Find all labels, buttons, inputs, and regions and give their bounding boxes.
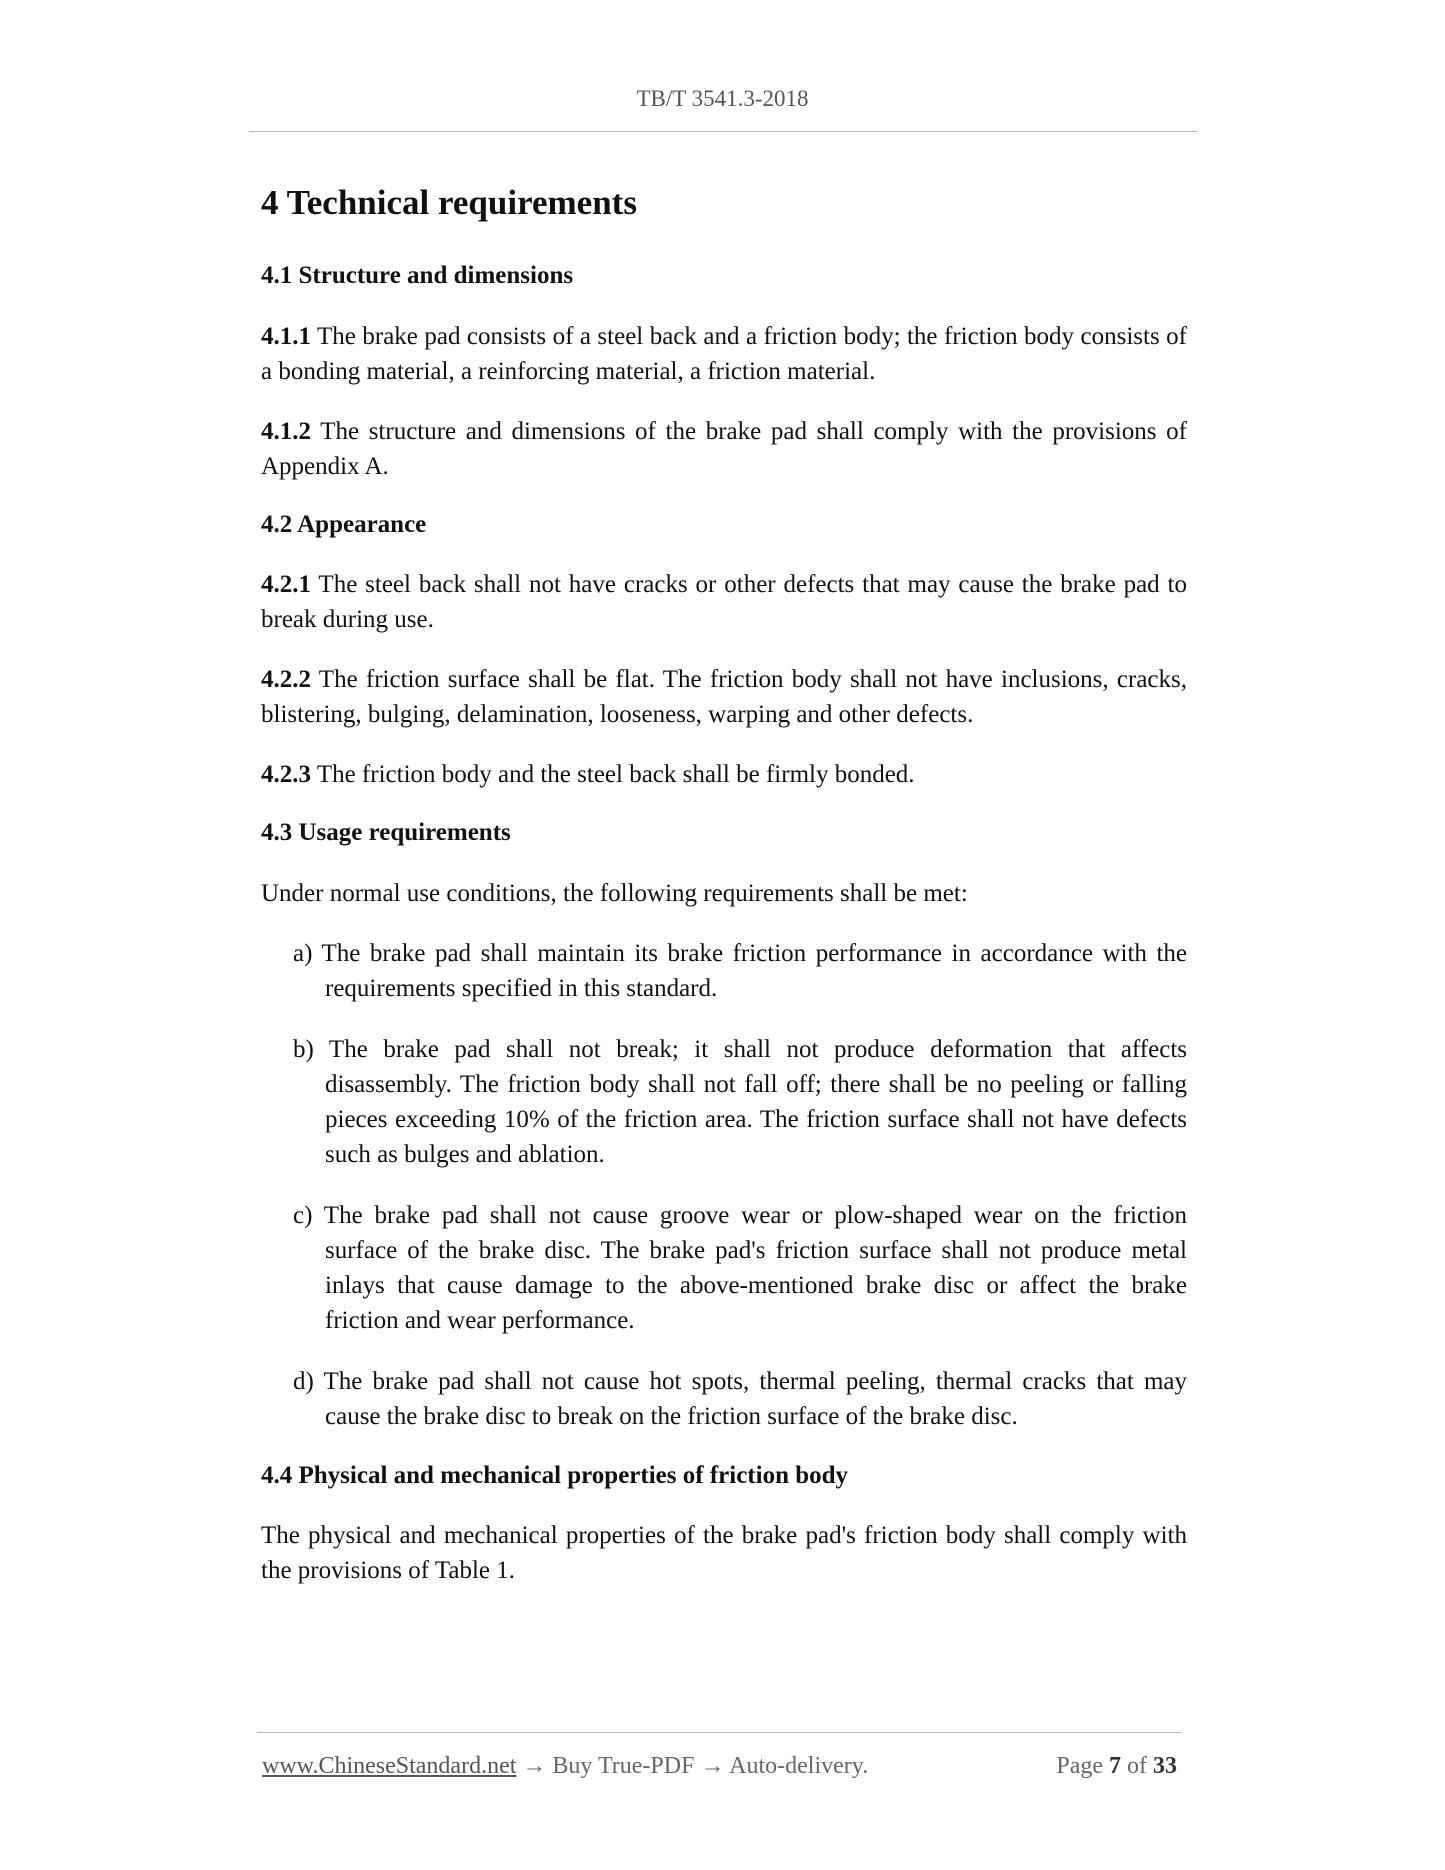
clause-number: 4.2.2 bbox=[261, 666, 311, 693]
page-current: 7 bbox=[1109, 1753, 1121, 1779]
page-label: Page bbox=[1056, 1753, 1103, 1779]
clause-4-1-2 bbox=[261, 414, 1187, 484]
arrow-right-icon: → bbox=[522, 1753, 547, 1779]
header-divider bbox=[249, 131, 1198, 132]
clause-number: 4.1.2 bbox=[261, 417, 311, 445]
page-total: 33 bbox=[1153, 1753, 1177, 1779]
website-link[interactable]: www.ChineseStandard.net bbox=[262, 1753, 517, 1779]
clause-4-2-2 bbox=[261, 662, 1187, 732]
usage-requirements-list bbox=[293, 936, 1187, 1434]
page-counter bbox=[1056, 1753, 1177, 1780]
clause-text: The structure and dimensions of the brake pad shall comply with the provisions of Appendix A. bbox=[261, 417, 1187, 480]
subsection-heading-4-1: 4.1 Structure and dimensions bbox=[261, 262, 574, 289]
footer-divider bbox=[257, 1732, 1181, 1733]
list-item: c) The brake pad shall not cause groove wear or plow-shaped wear on the friction surface of the brake disc. The brake pad's friction surface shall not produce metal inlays that cause damage to the above-mentioned brake disc or affect the brake friction and wear performance. bbox=[293, 1201, 1187, 1334]
properties-paragraph: The physical and mechanical properties of the brake pad's friction body shall comply with the provisions of Table 1. bbox=[261, 1522, 1187, 1584]
page-body bbox=[261, 182, 1187, 1613]
usage-intro: Under normal use conditions, the following requirements shall be met: bbox=[261, 879, 968, 907]
list-item: a) The brake pad shall maintain its brake friction performance in accordance with the requirements specified in this standard. bbox=[293, 939, 1187, 1002]
buy-pdf-text: Buy True-PDF bbox=[552, 1753, 695, 1779]
section-title: 4 Technical requirements bbox=[261, 183, 637, 222]
clause-text: The friction body and the steel back shall be firmly bonded. bbox=[316, 761, 915, 788]
clause-number: 4.2.1 bbox=[261, 571, 311, 598]
clause-number: 4.2.3 bbox=[261, 761, 311, 788]
clause-text: The friction surface shall be flat. The friction body shall not have inclusions, cracks, blistering, bulging, delamination, looseness, warping and other defects. bbox=[261, 666, 1187, 728]
clause-number: 4.1.1 bbox=[261, 322, 311, 350]
clause-4-1-1 bbox=[261, 319, 1187, 389]
list-item: d) The brake pad shall not cause hot spots, thermal peeling, thermal cracks that may cause the brake disc to break on the friction surface of the brake disc. bbox=[293, 1367, 1187, 1430]
auto-delivery-text: Auto-delivery. bbox=[729, 1753, 869, 1779]
clause-text: The steel back shall not have cracks or other defects that may cause the brake pad to break during use. bbox=[261, 571, 1187, 633]
running-header: TB/T 3541.3-2018 bbox=[636, 86, 809, 111]
of-label: of bbox=[1127, 1753, 1147, 1779]
clause-text: The brake pad consists of a steel back and a friction body; the friction body consists of a bonding material, a reinforcing material, a friction material. bbox=[261, 322, 1187, 385]
footer-promo bbox=[262, 1753, 868, 1780]
list-item: b) The brake pad shall not break; it shall not produce deformation that affects disassembly. The friction body shall not fall off; there shall be no peeling or falling pieces exceeding 10% of the friction area. The friction surface shall not have defects such as bulges and ablation. bbox=[293, 1035, 1187, 1168]
clause-4-2-3 bbox=[261, 757, 1187, 792]
clause-4-2-1 bbox=[261, 567, 1187, 637]
subsection-heading-4-4: 4.4 Physical and mechanical properties of friction body bbox=[261, 1461, 849, 1489]
subsection-heading-4-2: 4.2 Appearance bbox=[261, 510, 427, 538]
subsection-heading-4-3: 4.3 Usage requirements bbox=[261, 819, 511, 846]
arrow-right-icon: → bbox=[700, 1753, 725, 1779]
